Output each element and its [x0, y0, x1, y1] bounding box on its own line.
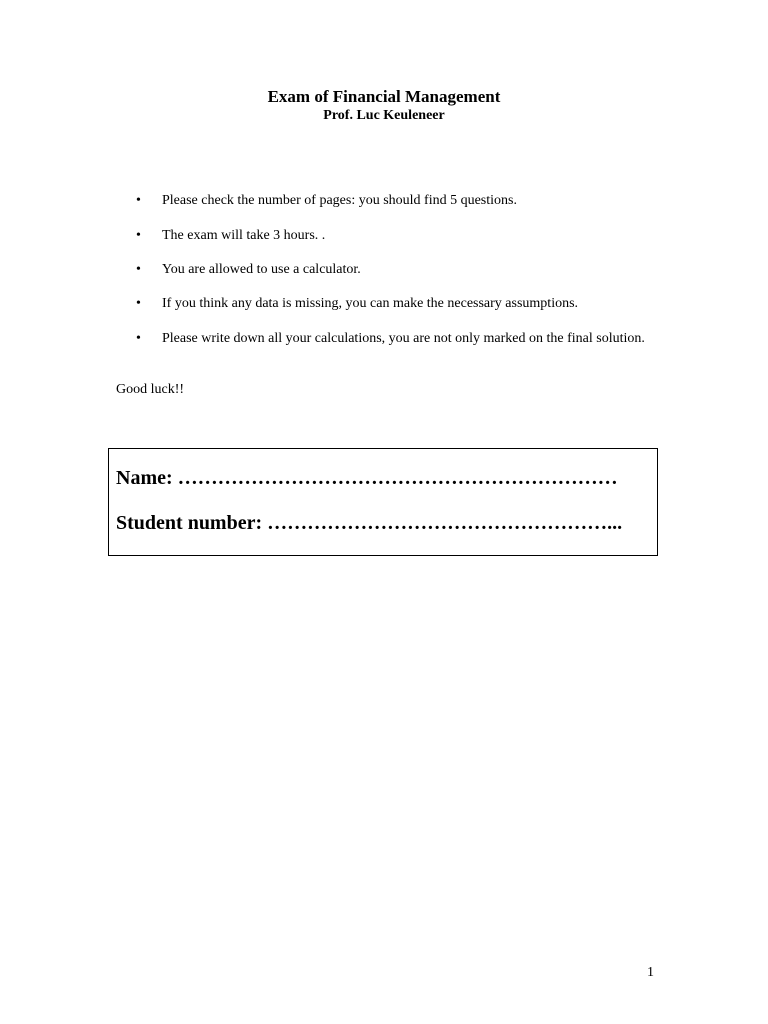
bullet-icon: •: [136, 262, 141, 277]
student-info-box: [108, 448, 658, 556]
instruction-text: If you think any data is missing, you can make the necessary assumptions.: [162, 296, 579, 311]
instruction-text: You are allowed to use a calculator.: [162, 262, 361, 277]
document-subtitle: Prof. Luc Keuleneer: [323, 108, 445, 123]
instruction-text: Please write down all your calculations, you are not only marked on the final solution.: [162, 331, 645, 346]
student-number-field: Student number: ……………………………………………...: [116, 512, 623, 534]
bullet-icon: •: [136, 331, 141, 346]
document-title: Exam of Financial Management: [267, 87, 501, 106]
bullet-icon: •: [136, 228, 141, 243]
instruction-text: The exam will take 3 hours. .: [162, 228, 326, 243]
bullet-icon: •: [136, 193, 141, 208]
bullet-icon: •: [136, 296, 141, 311]
closing-remark: Good luck!!: [116, 382, 185, 397]
name-field: Name: …………………………………………………………: [116, 467, 618, 489]
instruction-text: Please check the number of pages: you should find 5 questions.: [162, 193, 517, 208]
page-number: 1: [647, 965, 654, 980]
